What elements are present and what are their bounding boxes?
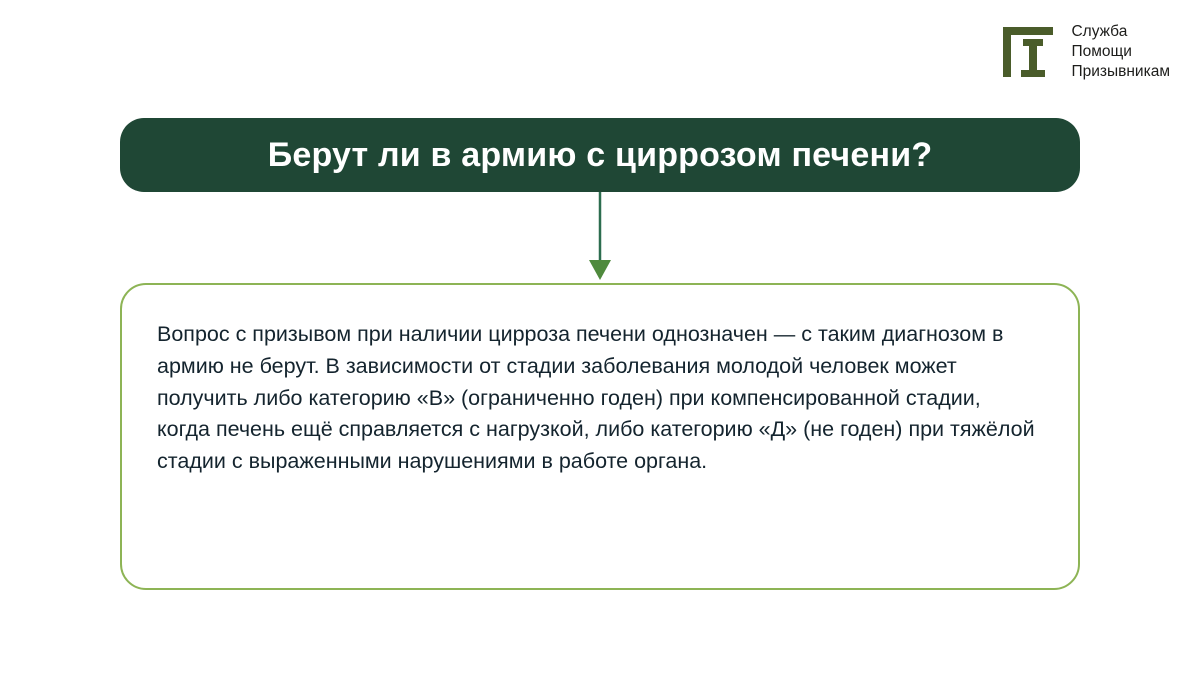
question-title-banner (120, 118, 1080, 192)
brand-line-1: Служба (1071, 23, 1128, 40)
brand-line-3: Призывникам (1071, 62, 1170, 80)
company-monogram-icon (999, 23, 1057, 81)
brand-line-2: Помощи (1071, 42, 1132, 60)
answer-text: Вопрос с призывом при наличии цирроза печени однозначен — с таким диагнозом в армию не берут. В зависимости от стадии заболевания молодой человек может получить либо категорию «В» (ограниченно годен) при компенсированной стадии, когда печень ещё справляется с нагрузкой, либо категорию «Д» (не годен) при тяжёлой стадии с выраженными нарушениями в работе органа. (157, 322, 1035, 474)
down-arrow-icon (560, 192, 640, 284)
brand-name (1071, 22, 1170, 81)
answer-card (120, 283, 1080, 590)
page-title: Берут ли в армию с циррозом печени? (267, 135, 933, 174)
brand-logo (999, 22, 1170, 81)
